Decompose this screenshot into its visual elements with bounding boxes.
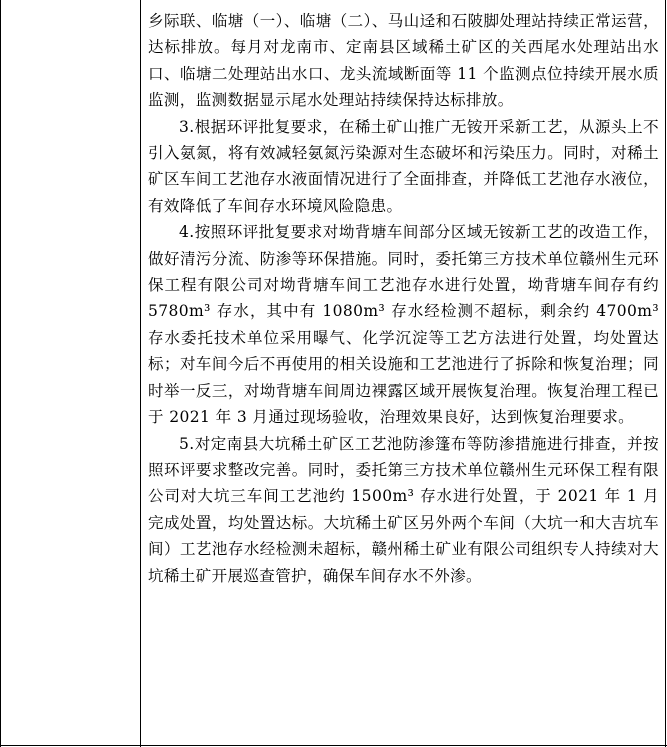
paragraph-item-4: 4.按照环评批复要求对坳背塘车间部分区域无铵新工艺的改造工作，做好清污分流、防渗等环保措施。同时，委托第三方技术单位赣州生元环保工程有限公司对坳背塘车间工艺池存水进行处置，坳背塘车间存有约 5780m³ 存水，其中有 1080m³ 存水经检测不超标，剩余约 4700m³ 存水委托技术单位采用曝气、化学沉淀等工艺方法进行处置，均处置达标；对车间今后不再使用的相关设施和工艺池进行了拆除和恢复治理；同时举一反三，对坳背塘车间周边裸露区域开展恢复治理。恢复治理工程已于 2021 年 3 月通过现场验收，治理效果良好，达到恢复治理要求。 <box>148 223 659 427</box>
table-bottom-border <box>0 745 667 746</box>
table-cell-content <box>148 8 659 589</box>
table-right-border <box>665 0 666 747</box>
table-left-border <box>0 0 1 747</box>
paragraph-item-5: 5.对定南县大坑稀土矿区工艺池防渗篷布等防渗措施进行排查，并按照环评要求整改完善。同时，委托第三方技术单位赣州生元环保工程有限公司对大坑三车间工艺池约 1500m³ 存水进行处置，于 2021 年 1 月完成处置，均处置达标。大坑稀土矿区另外两个车间（大坑一和大吉坑车间）工艺池存水经检测未超标，赣州稀土矿业有限公司组织专人持续对大坑稀土矿开展巡查管护，确保车间存水不外渗。 <box>148 434 659 585</box>
paragraph-continued: 乡际联、临塘（一）、临塘（二）、马山迳和石陂脚处理站持续正常运营，达标排放。每月对龙南市、定南县区域稀土矿区的关西尾水处理站出水口、临塘二处理站出水口、龙头流域断面等 11 个监测点位持续开展水质监测，监测数据显示尾水处理站持续保持达标排放。 <box>148 12 659 110</box>
paragraph-item-3: 3.根据环评批复要求，在稀土矿山推广无铵开采新工艺，从源头上不引入氨氮，将有效减轻氨氮污染源对生态破坏和污染压力。同时，对稀土矿区车间工艺池存水液面情况进行了全面排查，并降低工艺池存水液位，有效降低了车间存水环境风险隐患。 <box>148 117 659 215</box>
table-column-divider <box>140 0 141 747</box>
